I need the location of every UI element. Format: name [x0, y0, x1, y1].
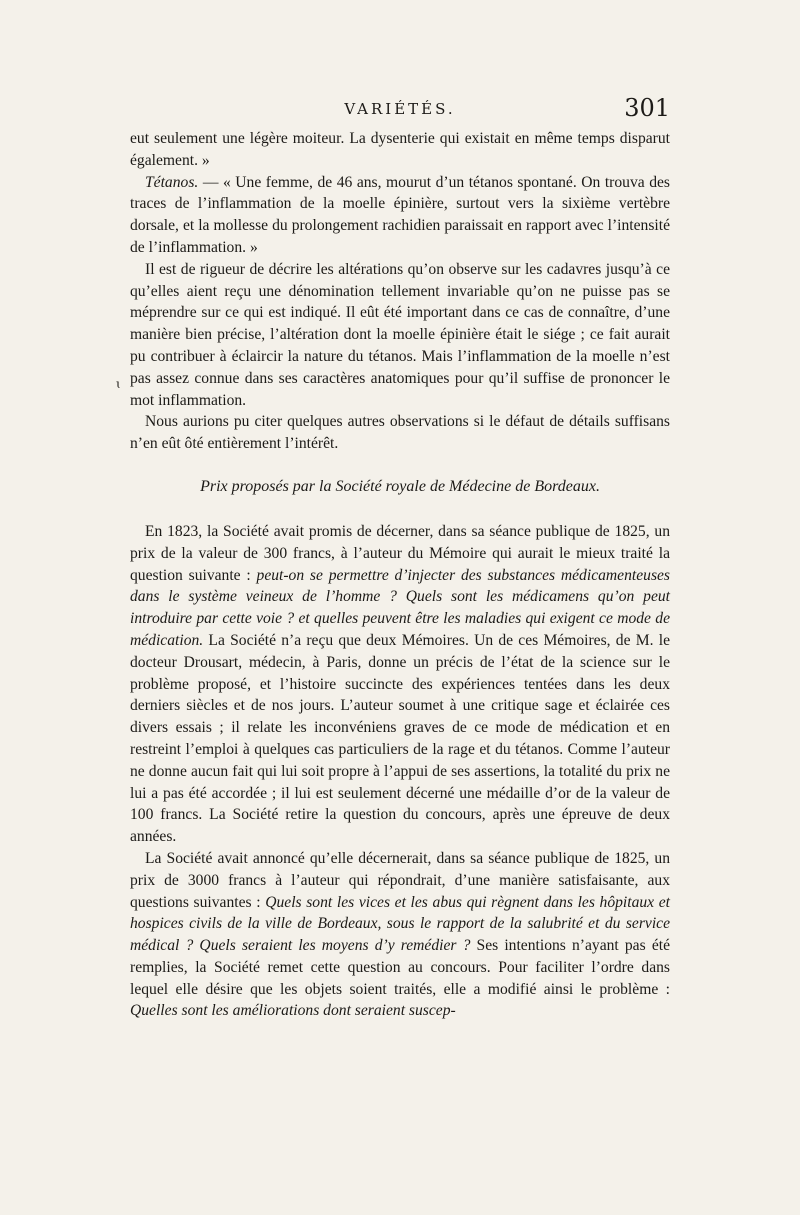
- paragraph-tetanos: [130, 172, 670, 259]
- paragraph-text: La Société n’a reçu que deux Mémoires. Un de ces Mémoires, de M. le docteur Drousart, médecin, à Paris, donne un précis de l’état de la science sur le problème proposé, et l’histoire succincte des expériences tentées dans les deux derniers siècles et de nos jours. L’auteur soumet à une critique sage et éclairée ces divers essais ; il relate les inconvéniens graves de ce mode de médication et en restreint l’emploi à quelques cas particuliers de la rage et du tétanos. Comme l’auteur ne donne aucun fait qui lui soit propre à l’appui de ses assertions, la totalité du prix ne lui a pas été accordée ; il lui est seulement décerné une médaille d’or de la valeur de 100 francs. La Société retire la question du concours, après une épreuve de deux années.: [130, 631, 670, 846]
- question-text: Quels sont les vices et les abus qui règnent dans les hôpitaux et hospices civils de la ville de Bordeaux, sous le rapport de la salubrité et du service médical ? Quels seraient les moyens d’y remédier ?: [130, 893, 670, 955]
- page-header: [130, 94, 670, 124]
- case-label: Tétanos.: [145, 173, 199, 191]
- paragraph-observations: [130, 411, 670, 455]
- section-title: Prix proposés par la Société royale de Médecine de Bordeaux.: [200, 477, 600, 495]
- paragraph-text: Il est de rigueur de décrire les altérations qu’on observe sur les cadavres jusqu’à ce qu’elles aient reçu une dénomination tellement invariable qu’on ne puisse pas se méprendre sur ce qui est indiqué. Il eût été important dans ce cas de connaître, d’une manière bien précise, l’altération dont la moelle épinière était le siége ; ce fait aurait pu contribuer à éclaircir la nature du tétanos. Mais l’inflammation de la moelle n’est pas assez connue dans ses caractères anatomiques pour qu’il suffise de prononcer le mot inflammation.: [130, 260, 670, 409]
- paragraph-prix-1823: [130, 521, 670, 848]
- paragraph-dysenterie: [130, 128, 670, 172]
- body-text: [130, 128, 670, 1022]
- paragraph-text: eut seulement une légère moiteur. La dysenterie qui existait en même temps disparut également. »: [130, 130, 670, 169]
- question-text: peut-on se permettre d’injecter des substances médicamenteuses dans le système veineux de l’homme ? Quels sont les médicamens qu’on peut introduire par cette voie ? et quelles peuvent être les maladies qui exigent ce mode de médication.: [130, 566, 670, 649]
- paragraph-text: En 1823, la Société avait promis de décerner, dans sa séance publique de 1825, un prix de la valeur de 300 francs, à l’auteur du Mémoire qui aurait le mieux traité la question suivante :: [130, 522, 670, 584]
- margin-mark: ɩ: [116, 377, 121, 391]
- question-text: Quelles sont les améliorations dont seraient suscep-: [130, 1002, 456, 1020]
- paragraph-rigueur: [130, 259, 670, 412]
- running-title: VARIÉTÉS.: [344, 100, 456, 118]
- paragraph-text: La Société avait annoncé qu’elle décernerait, dans sa séance publique de 1825, un prix de 3000 francs à l’auteur qui répondrait, d’une manière satisfaisante, aux questions suivantes :: [130, 849, 670, 911]
- paragraph-text: — « Une femme, de 46 ans, mourut d’un tétanos spontané. On trouva des traces de l’inflammation de la moelle épinière, surtout vers la sixième vertèbre dorsale, et la mollesse du prolongement rachidien paraissait en rapport avec l’intensité de l’inflammation. »: [130, 173, 670, 256]
- paragraph-text: Ses intentions n’ayant pas été remplies, la Société remet cette question au concours. Pour faciliter l’ordre dans lequel elle désire que les objets soient traités, elle a modifié ainsi le problème :: [130, 937, 670, 998]
- page-number: 301: [624, 94, 670, 122]
- paragraph-text: Nous aurions pu citer quelques autres observations si le défaut de détails suffisans n’en eût ôté entièrement l’intérêt.: [130, 413, 670, 453]
- paragraph-prix-1825: [130, 848, 670, 1022]
